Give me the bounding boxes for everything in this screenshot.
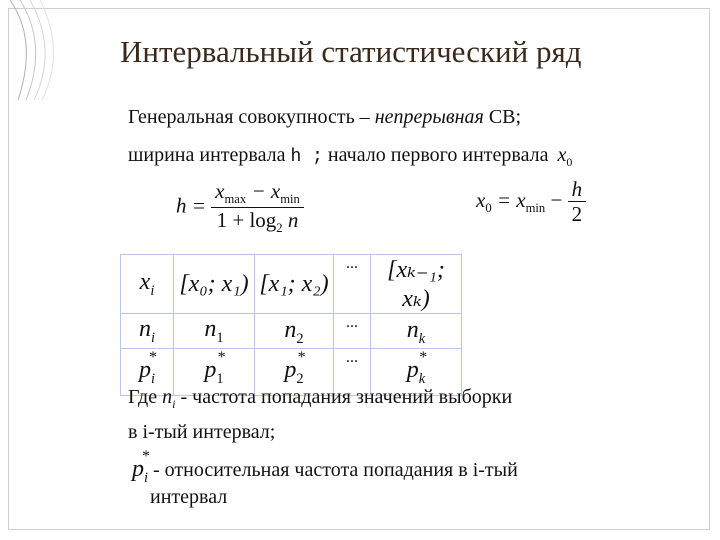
formula-x0: $x_0 = x_{min}$ − $\frac{h}{2}$	[476, 178, 586, 226]
x0-symbol: $x_0$	[557, 144, 573, 169]
footer-line-2: в i-тый интервал;	[128, 421, 276, 443]
formula-x0-fraction: $\frac{h}{2}$	[568, 178, 587, 226]
table-cell: $n_k$	[371, 314, 462, 349]
text-line-population	[128, 106, 521, 129]
table-cell: ...	[334, 255, 371, 314]
table-cell: $n_1$	[174, 314, 255, 349]
continuous-word: непрерывная	[374, 106, 484, 128]
table-row	[121, 255, 462, 314]
footer-line-1: Где $n_i$ - частота попадания значений выборки	[128, 386, 513, 411]
population-tail: СВ;	[483, 106, 522, 128]
table-cell: [x₁; x₂)	[255, 255, 334, 314]
table-cell: [xₖ₋₁; xₖ)	[371, 255, 462, 314]
table-cell: $p_k$ *	[371, 349, 462, 396]
table-cell: $p_1$ *	[174, 349, 255, 396]
h-symbol: h ;	[290, 147, 323, 167]
formula-h	[176, 180, 304, 236]
population-text: Генеральная совокупность –	[128, 106, 375, 128]
corner-swirl-decoration	[8, 0, 78, 100]
formula-h-lhs: h =	[176, 193, 206, 218]
text-line-interval-width	[128, 144, 572, 170]
table-cell: $p_i$ *	[121, 349, 174, 396]
table-cell: $n_2$	[255, 314, 334, 349]
table-cell: ...	[334, 349, 371, 396]
width-label: ширина интервала	[128, 144, 291, 166]
table-cell: $p_2$ *	[255, 349, 334, 396]
footer-line-4: интервал	[150, 486, 228, 508]
table-cell: ...	[334, 314, 371, 349]
table-cell: $n_i$	[121, 314, 174, 349]
start-label: начало первого интервала	[322, 144, 549, 166]
formula-h-fraction: $\frac{x_{max} - x_{min}}{1 + \log_2 n}$	[211, 180, 304, 236]
page-title: Интервальный статистический ряд	[120, 34, 582, 69]
table-cell: $x_i$	[121, 255, 174, 314]
table-cell: [x₀; x₁)	[174, 255, 255, 314]
footer-line-3: $p_i$ * - относительная частота попадания в i-тый	[132, 448, 518, 486]
interval-series-table	[120, 254, 462, 396]
table-row	[121, 314, 462, 349]
